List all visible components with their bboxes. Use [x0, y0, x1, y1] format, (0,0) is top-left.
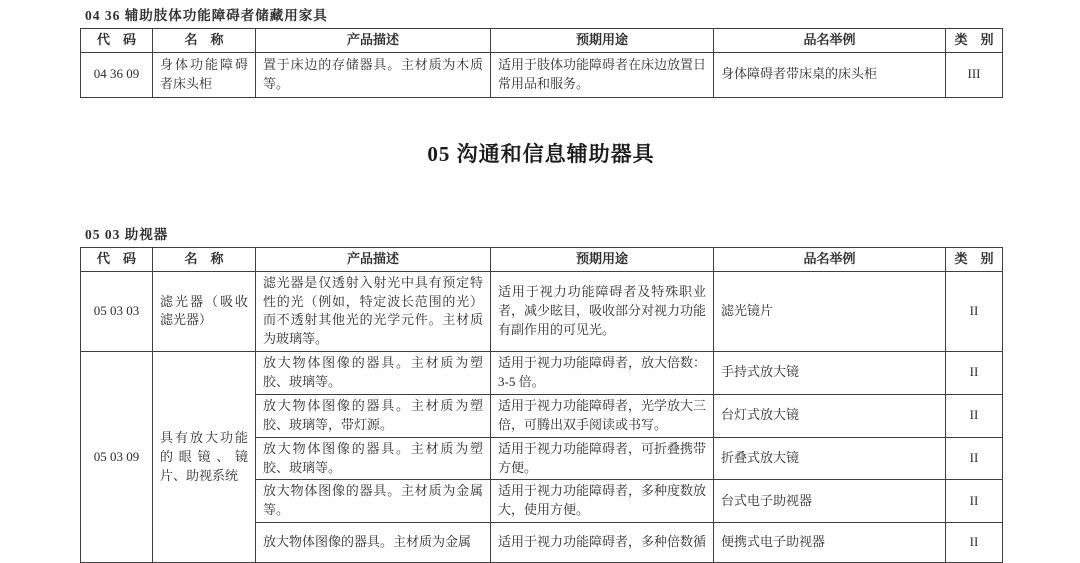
cell-example: 台式电子助视器 — [714, 480, 946, 523]
col-header-examples: 品名举例 — [714, 29, 946, 53]
cell-code: 05 03 03 — [81, 271, 153, 351]
table-header-row — [81, 29, 1003, 53]
col-header-name: 名 称 — [153, 247, 256, 271]
col-header-use: 预期用途 — [491, 29, 714, 53]
col-header-desc: 产品描述 — [256, 29, 491, 53]
col-header-category: 类 别 — [946, 29, 1003, 53]
table-row — [81, 271, 1003, 351]
cell-name: 身体功能障碍者床头柜 — [153, 52, 256, 97]
cell-use: 适用于视力功能障碍者，多种度数放大，使用方便。 — [491, 480, 714, 523]
col-header-name: 名 称 — [153, 29, 256, 53]
table-header-row — [81, 247, 1003, 271]
cell-name: 滤光器（吸收滤光器） — [153, 271, 256, 351]
cell-code: 04 36 09 — [81, 52, 153, 97]
cell-example: 折叠式放大镜 — [714, 437, 946, 480]
cell-category: II — [946, 480, 1003, 523]
cell-example: 滤光镜片 — [714, 271, 946, 351]
col-header-examples: 品名举例 — [714, 247, 946, 271]
cell-use: 适用于视力功能障碍者，多种倍数循 — [491, 523, 714, 563]
cell-desc: 放大物体图像的器具。主材质为塑胶、玻璃等。 — [256, 352, 491, 395]
cell-desc: 放大物体图像的器具。主材质为塑胶、玻璃等。 — [256, 437, 491, 480]
cell-example: 台灯式放大镜 — [714, 394, 946, 437]
col-header-category: 类 别 — [946, 247, 1003, 271]
cell-use: 适用于肢体功能障碍者在床边放置日常用品和服务。 — [491, 52, 714, 97]
col-header-code: 代 码 — [81, 29, 153, 53]
col-header-use: 预期用途 — [491, 247, 714, 271]
table-0436 — [80, 28, 1003, 98]
chapter-heading: 05 沟通和信息辅助器具 — [427, 141, 655, 166]
cell-use: 适用于视力功能障碍者及特殊职业者，减少眩目，吸收部分对视力功能有副作用的可见光。 — [491, 271, 714, 351]
cell-code: 05 03 09 — [81, 352, 153, 563]
cell-desc: 放大物体图像的器具。主材质为金属 — [256, 523, 491, 563]
cell-desc: 放大物体图像的器具。主材质为金属等。 — [256, 480, 491, 523]
cell-category: II — [946, 523, 1003, 563]
cell-category: III — [946, 52, 1003, 97]
cell-category: II — [946, 437, 1003, 480]
cell-example: 便携式电子助视器 — [714, 523, 946, 563]
section-title-0436: 04 36 辅助肢体功能障碍者储藏用家具 — [85, 8, 328, 23]
cell-desc: 滤光器是仅透射入射光中具有预定特性的光（例如，特定波长范围的光）而不透射其他光的光学元件。主材质为玻璃等。 — [256, 271, 491, 351]
table-0503 — [80, 247, 1003, 563]
cell-use: 适用于视力功能障碍者，可折叠携带方便。 — [491, 437, 714, 480]
cell-example: 手持式放大镜 — [714, 352, 946, 395]
table-row — [81, 52, 1003, 97]
cell-category: II — [946, 352, 1003, 395]
cell-example: 身体障碍者带床桌的床头柜 — [714, 52, 946, 97]
cell-name: 具有放大功能的眼镜、镜片、助视系统 — [153, 352, 256, 563]
cell-desc: 放大物体图像的器具。主材质为塑胶、玻璃等，带灯源。 — [256, 394, 491, 437]
cell-category: II — [946, 271, 1003, 351]
cell-category: II — [946, 394, 1003, 437]
cell-desc: 置于床边的存储器具。主材质为木质等。 — [256, 52, 491, 97]
document-content — [80, 0, 1002, 563]
table-row — [81, 352, 1003, 395]
col-header-desc: 产品描述 — [256, 247, 491, 271]
col-header-code: 代 码 — [81, 247, 153, 271]
section-title-0503: 05 03 助视器 — [85, 226, 169, 242]
cell-use: 适用于视力功能障碍者，放大倍数：3-5 倍。 — [491, 352, 714, 395]
cell-use: 适用于视力功能障碍者，光学放大三倍，可腾出双手阅读或书写。 — [491, 394, 714, 437]
